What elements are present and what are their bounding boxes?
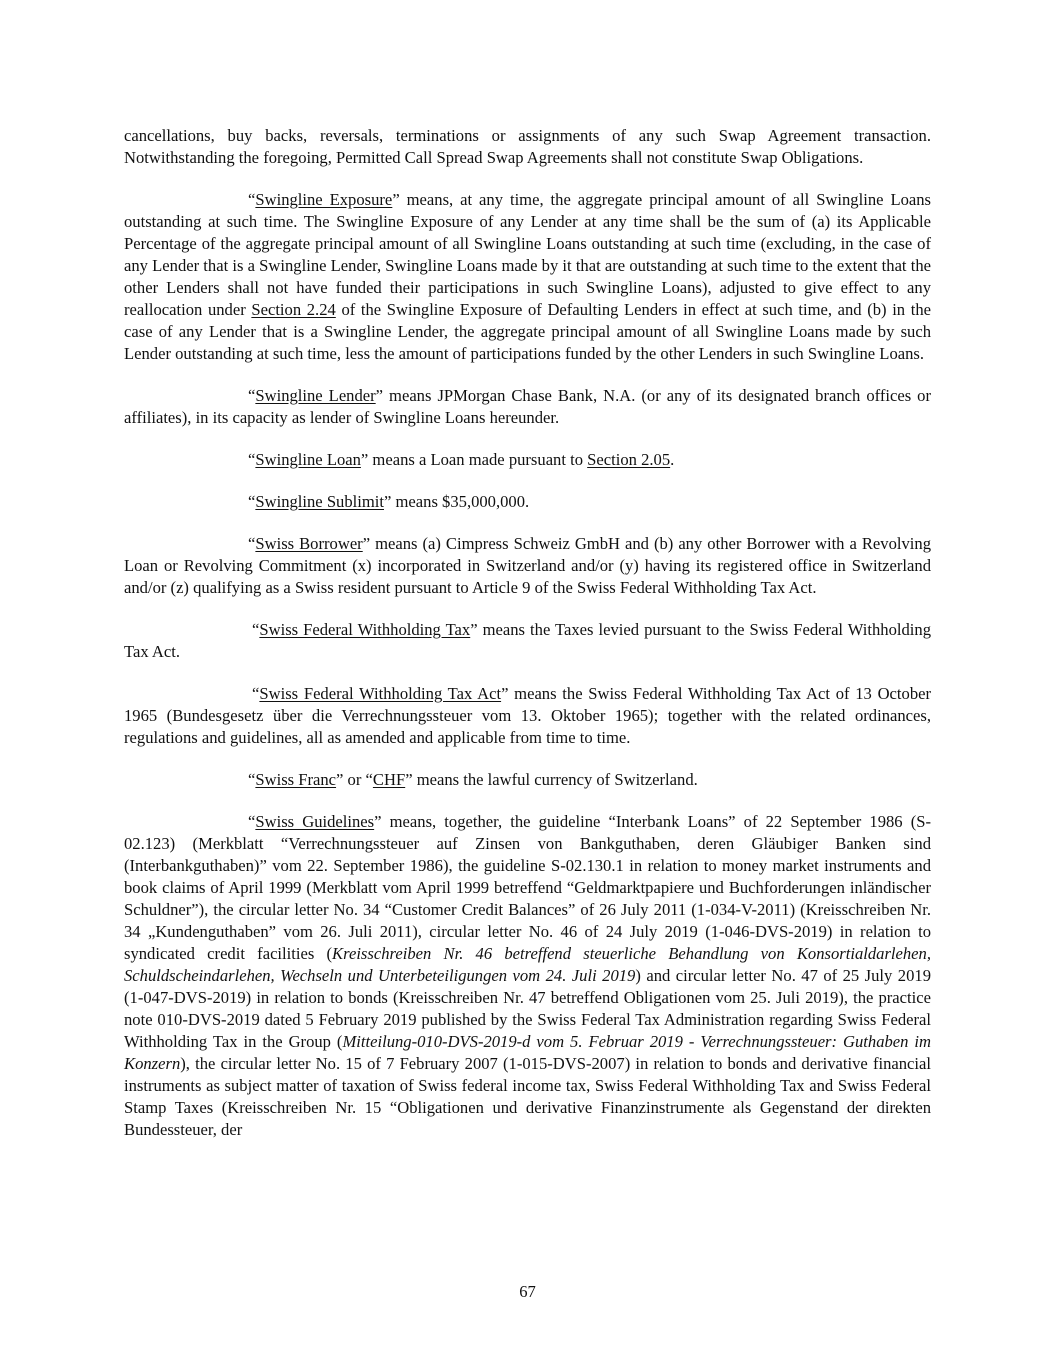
definition-text: of the Swingline Exposure of Defaulting Lenders in effect at such time, and (b) in the case of any Lender that is a Swingline Lender, the aggregate principal amount of all Swingline Loans made by such Lender outstanding at such time, less the amount of participations funded by the other Lenders in such Swingline Loans.: [124, 300, 931, 363]
definition-text: ” means the Taxes levied pursuant to the Swiss Federal Withholding Tax Act.: [124, 620, 931, 661]
definition-text: ” means (a) Cimpress Schweiz GmbH and (b) any other Borrower with a Revolving Loan or Revolving Commitment (x) incorporated in Switzerland and/or (y) having its registered office in Switzerland and/or (z) qualifying as a Swiss resident pursuant to Article 9 of the Swiss Federal Withholding Tax Act.: [124, 534, 931, 597]
defined-term: Swiss Guidelines: [255, 812, 375, 831]
page-number: 67: [519, 1282, 536, 1301]
open-quote: “: [252, 684, 260, 703]
open-quote: “: [248, 770, 256, 789]
definition-swiss-guidelines: [124, 811, 931, 1141]
section-reference: Section 2.24: [251, 300, 336, 319]
defined-term: CHF: [372, 770, 406, 789]
section-reference: Section 2.05: [587, 450, 671, 469]
open-quote: “: [252, 620, 260, 639]
definition-text: ” means, together, the guideline “Interbank Loans” of 22 September 1986 (S-02.123) (Merkblatt “Verrechnungssteuer auf Zinsen von Bankguthaben, deren Gläubiger Banken sind (Interbankguthaben)” vom 22. September 1986), the guideline S-02.130.1 in relation to money market instruments and book claims of April 1999 (Merkblatt vom April 1999 betreffend “Geldmarktpapiere und Buchforderungen inländischer Schuldner”), the circular letter No. 34 “Customer Credit Balances” of 26 July 2011 (1-034-V-2011) (Kreisschreiben Nr. 34 „Kundenguthaben” vom 26. Juli 2011), circular letter No. 46 of 24 July 2019 (1-046-DVS-2019) in relation to syndicated credit facilities (: [124, 812, 932, 963]
defined-term: Swiss Borrower: [255, 534, 363, 553]
definition-swingline-loan: [124, 449, 931, 471]
defined-term: Swingline Exposure: [255, 190, 393, 209]
definition-text: ” or “: [336, 770, 373, 789]
definition-swingline-sublimit: [124, 491, 931, 513]
definition-text: ” means the lawful currency of Switzerland.: [405, 770, 698, 789]
paragraph-swap-obligations-continuation: [124, 125, 931, 169]
open-quote: “: [248, 450, 256, 469]
defined-term: Swiss Federal Withholding Tax: [259, 620, 471, 639]
defined-term: Swiss Federal Withholding Tax Act: [259, 684, 502, 703]
definition-swiss-franc: [124, 769, 931, 791]
definition-text: ” means, at any time, the aggregate principal amount of all Swingline Loans outstanding at such time. The Swingline Exposure of any Lender at any time shall be the sum of (a) its Applicable Percentage of the aggregate principal amount of all Swingline Loans outstanding at such time (excluding, in the case of any Lender that is a Swingline Lender, Swingline Loans made by it that are outstanding at such time to the extent that the other Lenders shall not have funded their participations in such Swingline Loans), adjusted to give effect to any reallocation under: [124, 190, 931, 319]
definition-text: ” means a Loan made pursuant to: [360, 450, 588, 469]
definition-text: .: [670, 450, 675, 469]
page-body: [124, 125, 931, 1161]
open-quote: “: [248, 492, 256, 511]
open-quote: “: [248, 534, 256, 553]
definition-swingline-lender: [124, 385, 931, 429]
definition-swingline-exposure: [124, 189, 931, 365]
open-quote: “: [248, 190, 256, 209]
definition-swiss-federal-withholding-tax: [124, 619, 931, 663]
defined-term: Swingline Sublimit: [255, 492, 384, 511]
italic-citation: Mitteilung-010-DVS-2019-d vom 5. Februar 2019 - Verrechnungssteuer: Guthaben im Konzern: [124, 1032, 931, 1073]
italic-citation: Kreisschreiben Nr. 46 betreffend steuerliche Behandlung von Konsortialdarlehen, Schuldscheindarlehen, Wechseln und Unterbeteiligungen vom 24. Juli 2019: [124, 944, 931, 985]
definition-swiss-borrower: [124, 533, 931, 599]
definition-text: ” means JPMorgan Chase Bank, N.A. (or any of its designated branch offices or affiliates), in its capacity as lender of Swingline Loans hereunder.: [124, 386, 932, 427]
open-quote: “: [248, 812, 256, 831]
defined-term: Swingline Loan: [255, 450, 361, 469]
definition-swiss-federal-withholding-tax-act: [124, 683, 931, 749]
definition-text: ) and circular letter No. 47 of 25 July 2019 (1-047-DVS-2019) in relation to bonds (Kreisschreiben Nr. 47 betreffend Obligationen vom 25. Juli 2019), the practice note 010-DVS-2019 dated 5 February 2019 published by the Swiss Federal Tax Administration regarding Swiss Federal Withholding Tax in the Group (: [124, 966, 931, 1051]
paragraph-text: cancellations, buy backs, reversals, terminations or assignments of any such Swap Agreement transaction. Notwithstanding the foregoing, Permitted Call Spread Swap Agreements shall not constitute Swap Obligations.: [124, 126, 931, 167]
open-quote: “: [248, 386, 256, 405]
defined-term: Swiss Franc: [255, 770, 337, 789]
defined-term: Swingline Lender: [255, 386, 376, 405]
definition-text: ” means $35,000,000.: [384, 492, 530, 511]
definition-text: ), the circular letter No. 15 of 7 February 2007 (1-015-DVS-2007) in relation to bonds and derivative financial instruments as subject matter of taxation of Swiss federal income tax, Swiss Federal Withholding Tax and Swiss Federal Stamp Taxes (Kreisschreiben Nr. 15 “Obligationen und derivative Finanzinstrumente als Gegenstand der direkten Bundessteuer, der: [124, 1054, 931, 1139]
definition-text: ” means the Swiss Federal Withholding Tax Act of 13 October 1965 (Bundesgesetz über die Verrechnungssteuer vom 13. Oktober 1965); together with the related ordinances, regulations and guidelines, all as amended and applicable from time to time.: [124, 684, 932, 747]
